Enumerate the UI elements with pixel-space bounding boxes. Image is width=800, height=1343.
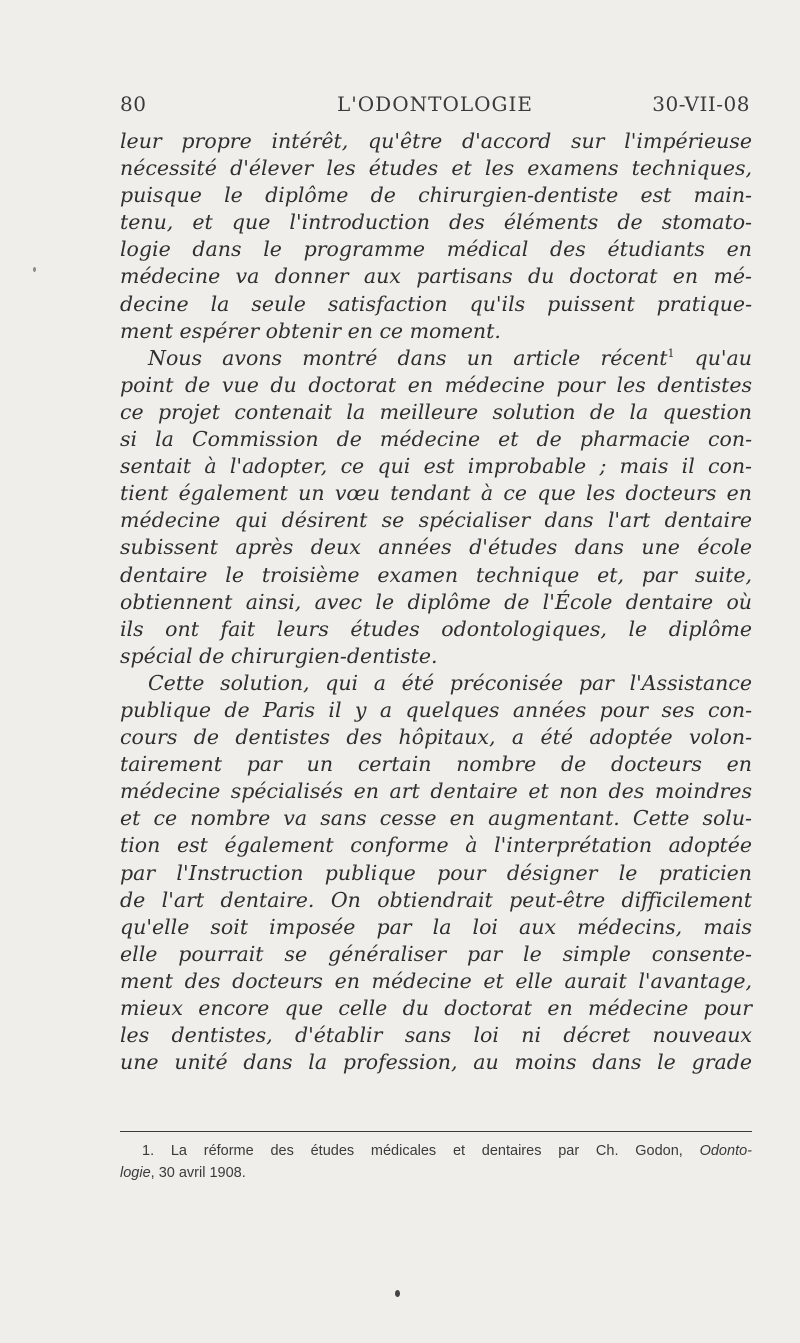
text-line: mieux encore que celle du doctorat en médecine pour xyxy=(120,996,752,1020)
footnote-line xyxy=(120,1140,752,1162)
text-line: médecine spécialisés en art dentaire et non des moindres xyxy=(120,779,752,804)
text-line: puisque le diplôme de chirurgien-dentiste est main- xyxy=(120,183,752,208)
article-body xyxy=(120,128,752,1076)
footnote-journal: Odonto- xyxy=(699,1143,752,1159)
paragraph-first-line: Cette solution, qui a été préconisée par l'Assistance xyxy=(148,670,752,695)
text-line: decine la seule satisfaction qu'ils puissent pratique- xyxy=(120,291,752,316)
footnote-line xyxy=(120,1162,752,1184)
text-line: par l'Instruction publique pour désigner le praticien xyxy=(120,860,752,885)
text-line: publique de Paris il y a quelques années pour ses con- xyxy=(120,697,752,722)
text-line: une unité dans la profession, au moins dans le grade xyxy=(120,1050,752,1075)
text-line: obtiennent ainsi, avec le diplôme de l'École dentaire où xyxy=(120,589,752,614)
paragraph-first-line xyxy=(120,345,752,372)
text-line: les dentistes, d'établir sans loi ni décret nouveaux xyxy=(120,1023,752,1048)
journal-title: L'ODONTOLOGIE xyxy=(337,92,533,116)
text-line: qu'elle soit imposée par la loi aux médecins, mais xyxy=(120,914,752,939)
text-line: ment espérer obtenir en ce moment. xyxy=(120,318,501,343)
text-line: spécial de chirurgien-dentiste. xyxy=(120,643,438,668)
text-line: ce projet contenait la meilleure solution de la question xyxy=(120,399,752,424)
text-fragment: qu'au xyxy=(674,345,752,370)
text-line: et ce nombre va sans cesse en augmentant. Cette solu- xyxy=(120,806,752,831)
text-line: logie dans le programme médical des étudiants en xyxy=(120,237,752,262)
text-fragment: Nous avons montré dans un article récent xyxy=(148,345,668,370)
paper-speck xyxy=(33,267,36,272)
running-header xyxy=(120,92,750,120)
text-line: si la Commission de médecine et de pharmacie con- xyxy=(120,427,752,452)
text-line: tion est également conforme à l'interprétation adoptée xyxy=(120,833,752,858)
footnote-text: La réforme des études médicales et dentaires par Ch. Godon, xyxy=(154,1143,700,1159)
text-line: cours de dentistes des hôpitaux, a été adoptée volon- xyxy=(120,725,752,750)
issue-date: 30-VII-08 xyxy=(652,92,750,116)
page-number: 80 xyxy=(120,92,147,116)
footnote-journal: logie xyxy=(120,1165,151,1181)
text-line: ils ont fait leurs études odontologiques, le diplôme xyxy=(120,616,752,641)
footnote-reference[interactable]: 1 xyxy=(667,346,675,360)
text-line: sentait à l'adopter, ce qui est improbable ; mais il con- xyxy=(120,454,752,479)
footnote xyxy=(120,1140,752,1184)
text-line: médecine qui désirent se spécialiser dans l'art dentaire xyxy=(120,508,752,533)
text-line: ment des docteurs en médecine et elle aurait l'avantage, xyxy=(120,968,752,993)
text-line: de l'art dentaire. On obtiendrait peut-être difficilement xyxy=(120,887,752,912)
text-line: elle pourrait se généraliser par le simple consente- xyxy=(120,941,752,966)
text-line: tient également un vœu tendant à ce que les docteurs en xyxy=(120,481,752,506)
footnote-divider xyxy=(120,1131,752,1132)
text-line: leur propre intérêt, qu'être d'accord sur l'impérieuse xyxy=(120,129,752,153)
footnote-marker: 1. xyxy=(142,1143,155,1159)
text-line: nécessité d'élever les études et les examens techniques, xyxy=(120,156,752,181)
text-line: tenu, et que l'introduction des éléments de stomato- xyxy=(120,210,752,235)
ink-dot xyxy=(395,1290,400,1297)
text-line: tairement par un certain nombre de docteurs en xyxy=(120,752,752,777)
text-line: dentaire le troisième examen technique et, par suite, xyxy=(120,562,752,587)
text-line: point de vue du doctorat en médecine pour les dentistes xyxy=(120,372,752,397)
footnote-text: , 30 avril 1908. xyxy=(150,1165,246,1181)
text-line: subissent après deux années d'études dans une école xyxy=(120,535,752,560)
text-line: médecine va donner aux partisans du doctorat en mé- xyxy=(120,264,752,289)
